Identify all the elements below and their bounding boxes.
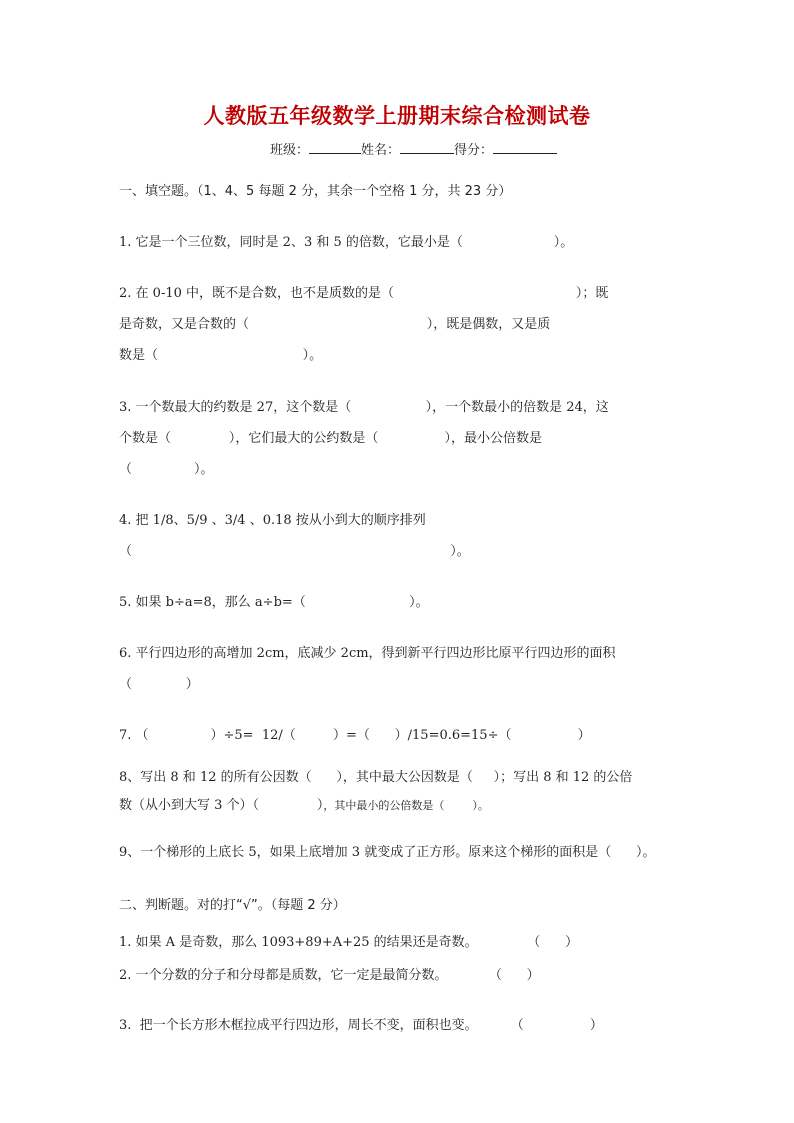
class-label: 班级： (270, 143, 310, 158)
question-8-line-2-part-b: ，其中最小的公倍数是（ ）。 (323, 799, 489, 812)
question-6-line-2: （ ） (119, 677, 199, 692)
question-9: 9、一个梯形的上底长 5，如果上底增加 3 就变成了正方形。原来这个梯形的面积是（ ）。 (119, 845, 656, 860)
question-2-line-1: 2. 在 0-10 中，既不是合数，也不是质数的是（ ）；既 (119, 286, 609, 301)
score-label: 得分： (454, 143, 494, 158)
score-blank[interactable] (493, 140, 557, 154)
name-label: 姓名： (361, 143, 401, 158)
judge-question-2: 2. 一个分数的分子和分母都是质数，它一定是最简分数。 （ ） (119, 968, 540, 983)
judge-question-1: 1. 如果 A 是奇数，那么 1093+89+A+25 的结果还是奇数。 （ ） (119, 935, 579, 950)
question-6-line-1: 6. 平行四边形的高增加 2cm，底减少 2cm，得到新平行四边形比原平行四边形的面积 (119, 646, 616, 661)
section-true-false-heading: 二、判断题。对的打“√”。（每题 2 分） (119, 898, 346, 913)
question-3-line-2: 个数是（ ），它们最大的公约数是（ ），最小公倍数是 (119, 431, 542, 446)
judge-question-3: 3. 把一个长方形木框拉成平行四边形，周长不变，面积也变。 （ ） (119, 1018, 603, 1033)
question-3-line-3: （ ）。 (119, 462, 214, 477)
student-info-line (270, 139, 557, 158)
section-fill-blank-heading: 一、填空题。（1、4、5 每题 2 分，其余一个空格 1 分，共 23 分） (119, 184, 512, 199)
question-4-line-2: （ ）。 (119, 544, 470, 559)
question-3-line-1: 3. 一个数最大的约数是 27，这个数是（ ），一个数最小的倍数是 24，这 (119, 400, 609, 415)
name-blank[interactable] (400, 140, 454, 154)
question-7: 7. （ ）÷5= 12/（ ）=（ ）/15=0.6=15÷（ ） (119, 728, 591, 743)
question-5: 5. 如果 b÷a=8，那么 a÷b=（ ）。 (119, 595, 429, 610)
question-8-line-1: 8、写出 8 和 12 的所有公因数（ ），其中最大公因数是（ ）；写出 8 和 12 的公倍 (119, 770, 633, 785)
question-2-line-2: 是奇数，又是合数的（ ），既是偶数，又是质 (119, 317, 551, 332)
question-2-line-3: 数是（ ）。 (119, 348, 323, 363)
question-8-line-2 (119, 798, 489, 814)
question-1: 1. 它是一个三位数，同时是 2、3 和 5 的倍数，它最小是（ ）。 (119, 235, 574, 250)
exam-title: 人教版五年级数学上册期末综合检测试卷 (203, 104, 591, 128)
question-8-line-2-part-a: 数（从小到大写 3 个）（ ） (119, 798, 324, 813)
class-blank[interactable] (309, 140, 361, 154)
question-4-line-1: 4. 把 1/8、5/9 、3/4 、0.18 按从小到大的顺序排列 (119, 513, 426, 528)
